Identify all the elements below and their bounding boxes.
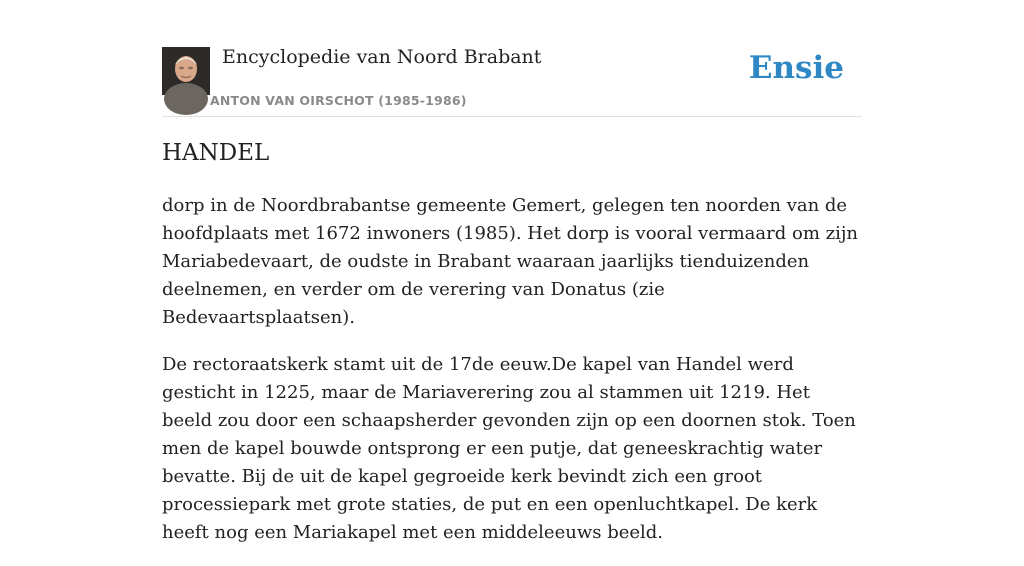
ensie-logo[interactable]: Ensie	[748, 50, 844, 86]
book-title[interactable]: Encyclopedie van Noord Brabant	[222, 46, 542, 68]
entry-paragraph: dorp in de Noordbrabantse gemeente Gemert, gelegen ten noorden van de hoofdplaats met 1672 inwoners (1985). Het dorp is vooral vermaard om zijn Mariabedevaart, de oudste in Brabant waaraan jaarlijks tienduizenden deelnemen, en verder om de verering van Donatus (zie Bedevaartsplaatsen).	[162, 195, 859, 328]
avatar-portrait-icon	[162, 47, 210, 95]
author-avatar[interactable]	[162, 47, 210, 95]
author-name[interactable]: ANTON VAN OIRSCHOT (1985-1986)	[210, 93, 467, 108]
entry-title: HANDEL	[162, 140, 270, 166]
entry-body	[162, 192, 862, 566]
header	[162, 40, 862, 117]
entry-paragraph: De rectoraatskerk stamt uit de 17de eeuw.De kapel van Handel werd gesticht in 1225, maar de Mariaverering zou al stammen uit 1219. Het beeld zou door een schaapsherder gevonden zijn op een doornen stok. Toen men de kapel bouwde ontsprong er een putje, dat geneeskrachtig water bevatte. Bij de uit de kapel gegroeide kerk bevindt zich een groot processiepark met grote staties, de put en een openluchtkapel. De kerk heeft nog een Mariakapel met een middeleeuws beeld.	[162, 354, 856, 543]
